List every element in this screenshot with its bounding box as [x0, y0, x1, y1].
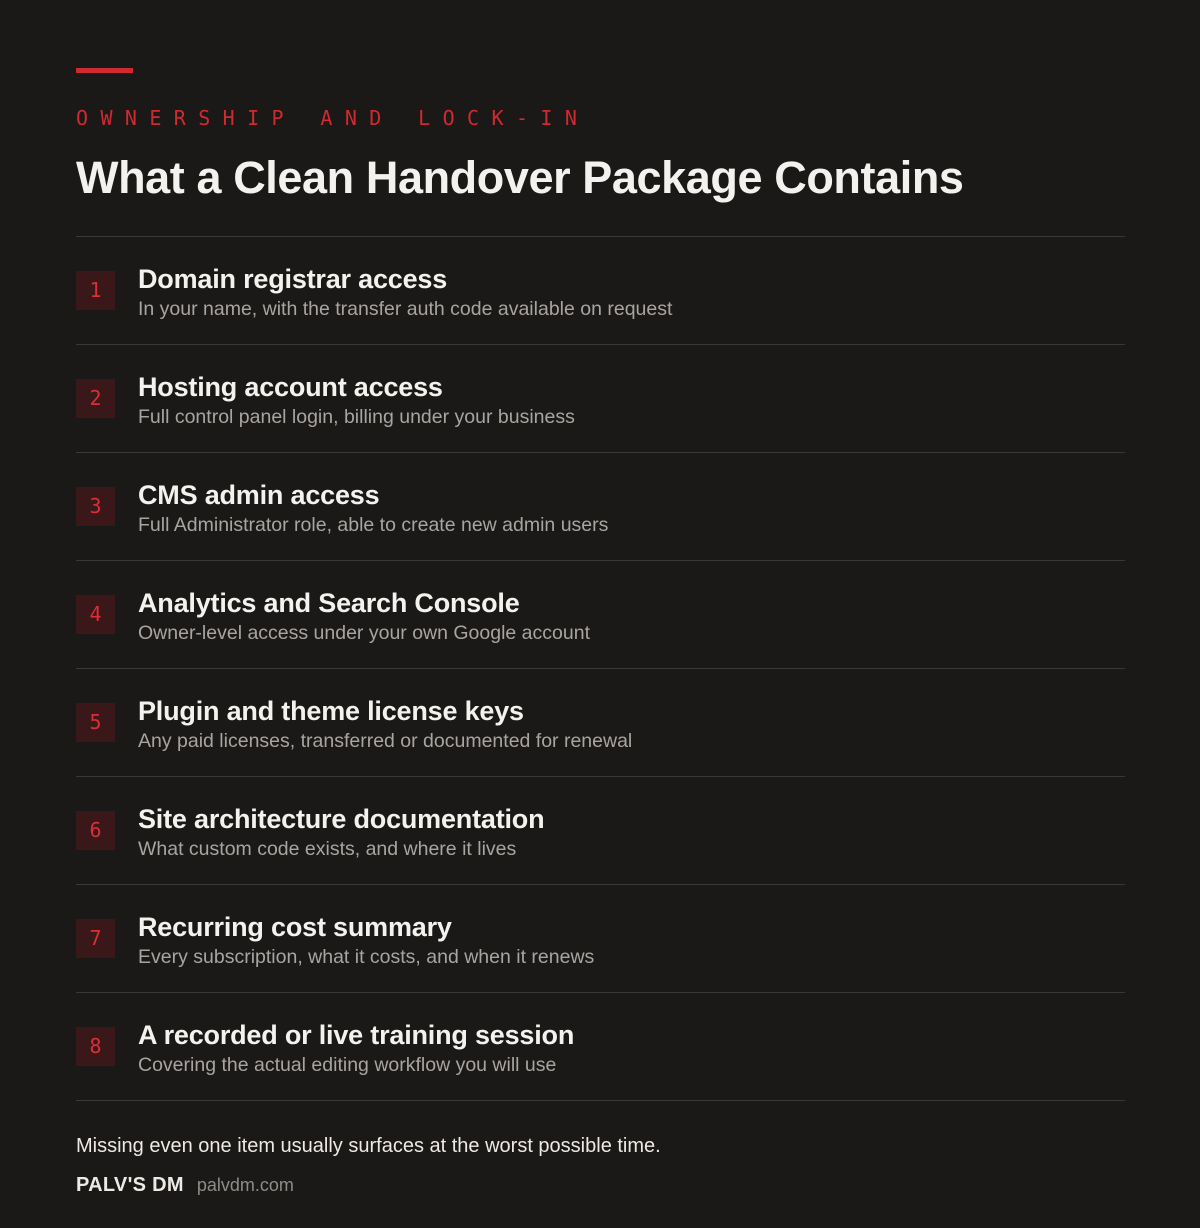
handover-card — [76, 68, 1125, 1200]
list-item — [76, 669, 1125, 777]
item-description: Full Administrator role, able to create new admin users — [138, 514, 609, 536]
item-number-badge: 6 — [76, 811, 115, 850]
item-number-badge: 5 — [76, 703, 115, 742]
item-title: Analytics and Search Console — [138, 588, 520, 618]
list-item — [76, 885, 1125, 993]
item-title: Site architecture documentation — [138, 804, 545, 834]
brand-row — [76, 1174, 1125, 1200]
list-item — [76, 993, 1125, 1101]
item-title: A recorded or live training session — [138, 1020, 575, 1050]
item-title: CMS admin access — [138, 480, 380, 510]
item-number-badge: 8 — [76, 1027, 115, 1066]
item-description: Every subscription, what it costs, and when it renews — [138, 946, 595, 968]
page-title: What a Clean Handover Package Contains — [76, 152, 964, 203]
item-description: Covering the actual editing workflow you will use — [138, 1054, 557, 1076]
brand-name: PALV'S DM — [76, 1174, 184, 1196]
item-title: Domain registrar access — [138, 264, 448, 294]
list-item — [76, 561, 1125, 669]
footer-note: Missing even one item usually surfaces at the worst possible time. — [76, 1135, 661, 1157]
item-description: Owner-level access under your own Google account — [138, 622, 590, 644]
item-title: Plugin and theme license keys — [138, 696, 524, 726]
item-number-badge: 7 — [76, 919, 115, 958]
list-item — [76, 777, 1125, 885]
item-number-badge: 2 — [76, 379, 115, 418]
item-title: Recurring cost summary — [138, 912, 452, 942]
item-description: What custom code exists, and where it lives — [138, 838, 517, 860]
item-number-badge: 4 — [76, 595, 115, 634]
accent-bar — [76, 68, 133, 73]
brand-url: palvdm.com — [196, 1175, 294, 1195]
item-title: Hosting account access — [138, 372, 443, 402]
item-description: Full control panel login, billing under your business — [138, 406, 575, 428]
list-item — [76, 453, 1125, 561]
list-item — [76, 237, 1125, 345]
eyebrow-label: OWNERSHIP AND LOCK-IN — [76, 106, 590, 130]
item-description: In your name, with the transfer auth code available on request — [138, 298, 673, 320]
item-number-badge: 1 — [76, 271, 115, 310]
item-description: Any paid licenses, transferred or documented for renewal — [138, 730, 633, 752]
list-item — [76, 345, 1125, 453]
checklist — [76, 237, 1125, 1101]
item-number-badge: 3 — [76, 487, 115, 526]
